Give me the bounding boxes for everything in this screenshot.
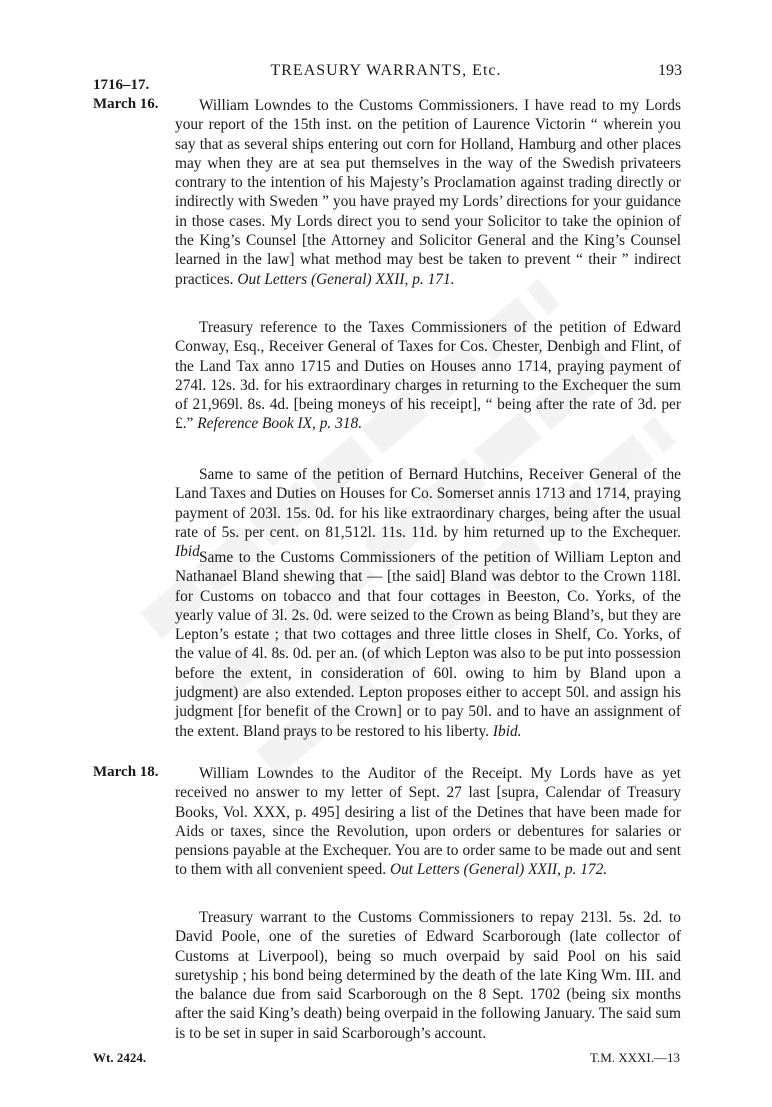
entry-1	[175, 96, 681, 289]
entry-2	[175, 318, 681, 434]
footer-warrant-number: Wt. 2424.	[93, 1050, 147, 1065]
entry-reference: Out Letters (General) XXII, p. 172.	[390, 861, 608, 879]
margin-year: 1716–17.	[93, 77, 150, 93]
entry-reference: Reference Book IX, p. 318.	[197, 415, 363, 433]
entry-text: William Lowndes to the Customs Commissioners. I have read to my Lords your report of the 15th inst. on the petition of Laurence Victorin “ wherein you say that as several ships entering out corn for Holland, Hamburg and other places may when they are at sea put themselves in the way of the Swedish privateers contrary to the intention of his Majesty’s Proclamation against trading directly or indirectly with Sweden ” you have prayed my Lords’ directions for your guidance in those cases. My Lords direct you to send your Solicitor to take the opinion of the King’s Counsel [the Attorney and Solicitor General and the King’s Counsel learned in the law] what method may best be taken to prevent “ their ” indirect practices.	[175, 97, 681, 288]
page-number: 193	[658, 62, 682, 79]
entry-text: Treasury reference to the Taxes Commissioners of the petition of Edward Conway, Esq., Receiver General of Taxes for Cos. Chester, Denbigh and Flint, of the Land Tax anno 1715 and Duties on Houses anno 1714, praying payment of 274l. 12s. 3d. for his extraordinary charges in returning to the Exchequer the sum of 21,969l. 8s. 4d. [being moneys of his receipt], “ being after the rate of 3d. per £.”	[175, 319, 681, 433]
entry-reference: Out Letters (General) XXII, p. 171.	[237, 270, 455, 288]
entry-5	[175, 764, 681, 880]
entry-6	[175, 908, 681, 1043]
margin-date-march-18: March 18.	[93, 764, 159, 780]
entry-reference: Ibid.	[175, 543, 204, 561]
entry-3	[175, 465, 681, 561]
entry-text: William Lowndes to the Auditor of the Receipt. My Lords have as yet received no answer to my letter of Sept. 27 last [supra, Calendar of Treasury Books, Vol. XXX, p. 495] desiring a list of the Detines that have been made for Aids or taxes, since the Revolution, upon orders or debentures for salaries or pensions payable at the Exchequer. You are to order same to be made out and sent to them with all convenient speed.	[175, 765, 681, 879]
entry-text: Same to same of the petition of Bernard Hutchins, Receiver General of the Land Taxes and Duties on Houses for Co. Somerset annis 1713 and 1714, praying payment of 203l. 15s. 0d. for his like extraordinary charges, being after the usual rate of 5s. per cent. on 81,512l. 11s. 11d. by him returned up to the Exchequer.	[175, 466, 681, 541]
entry-text: Treasury warrant to the Customs Commissioners to repay 213l. 5s. 2d. to David Poole, one of the sureties of Edward Scarborough (late collector of Customs at Liverpool), being so much overpaid by said Pool on his said suretyship ; his bond being determined by the death of the late King Wm. III. and the balance due from said Scarborough on the 8 Sept. 1702 (being six months after the said King’s death) being overpaid in the following January. The said sum is to be set in super in said Scarborough’s account.	[175, 909, 681, 1042]
entry-reference: Ibid.	[492, 722, 522, 740]
footer-signature-mark: T.M. XXXI.—13	[589, 1050, 680, 1065]
entry-text: Same to the Customs Commissioners of the petition of William Lepton and Nathanael Bland shewing that — [the said] Bland was debtor to the Crown 118l. for Customs on tobacco and that four cottages in Beeston, Co. Yorks, of the yearly value of 3l. 2s. 0d. were seized to the Crown as being Bland’s, but they are Lepton’s estate ; that two cottages and three little closes in Shelf, Co. Yorks, of the value of 4l. 8s. 0d. per an. (of which Lepton was also to be put into possession before the extent, in consideration of 60l. owing to him by Bland upon a judgment) are also extended. Lepton proposes either to accept 50l. and assign his judgment [for benefit of the Crown] or to pay 50l. and to have an assignment of the extent. Bland prays to be restored to his liberty.	[175, 549, 681, 740]
running-title: TREASURY WARRANTS, Etc.	[270, 62, 502, 79]
entry-4	[175, 548, 681, 741]
margin-date-march-16: March 16.	[93, 96, 159, 112]
